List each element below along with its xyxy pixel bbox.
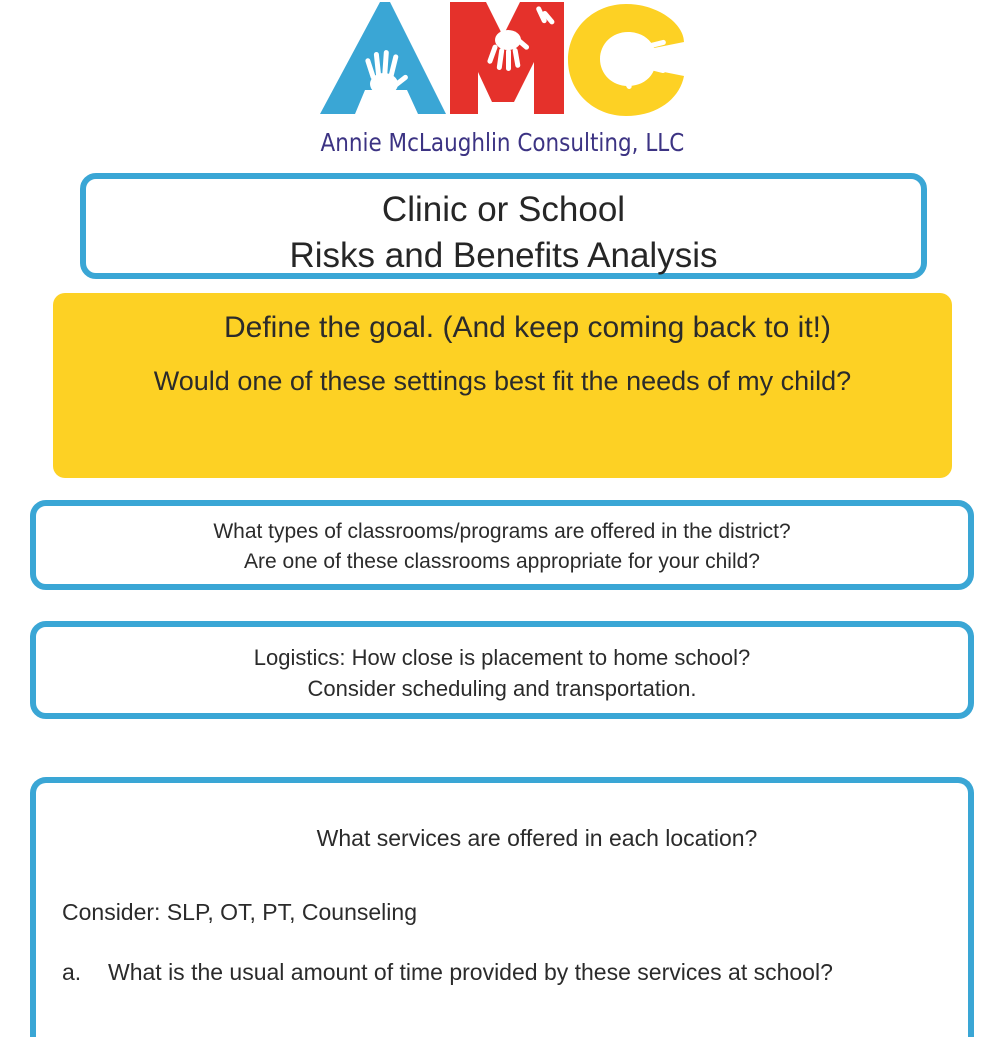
logo-letter-m: [450, 2, 564, 114]
list-item-text: What is the usual amount of time provided by these services at school?: [108, 959, 833, 985]
goal-heading: Define the goal. (And keep coming back to it!): [223, 311, 831, 344]
title-box: [80, 173, 927, 279]
classrooms-followup: Are one of these classrooms appropriate for your child?: [244, 550, 760, 573]
logo-letter-c: [568, 4, 684, 116]
goal-box: [53, 293, 952, 478]
services-heading: What services are offered in each location?: [316, 825, 758, 851]
amc-logo-mark: [318, 2, 688, 120]
services-consider: Consider: SLP, OT, PT, Counseling: [62, 899, 417, 925]
logistics-followup: Consider scheduling and transportation.: [307, 676, 697, 701]
page-title: Clinic or School: [381, 190, 626, 229]
list-item-marker: a.: [62, 959, 82, 985]
services-box: [30, 777, 974, 1037]
logistics-question: Logistics: How close is placement to home school?: [253, 645, 751, 670]
classrooms-box: [30, 500, 974, 590]
list-item: [62, 959, 833, 986]
page-subtitle: Risks and Benefits Analysis: [289, 236, 718, 275]
logistics-box: [30, 621, 974, 719]
company-name: Annie McLaughlin Consulting, LLC: [320, 128, 685, 157]
logo-letter-a: [320, 2, 446, 114]
classrooms-question: What types of classrooms/programs are offered in the district?: [213, 520, 791, 543]
goal-question: Would one of these settings best fit the needs of my child?: [153, 366, 852, 396]
company-logo: [0, 0, 1005, 170]
